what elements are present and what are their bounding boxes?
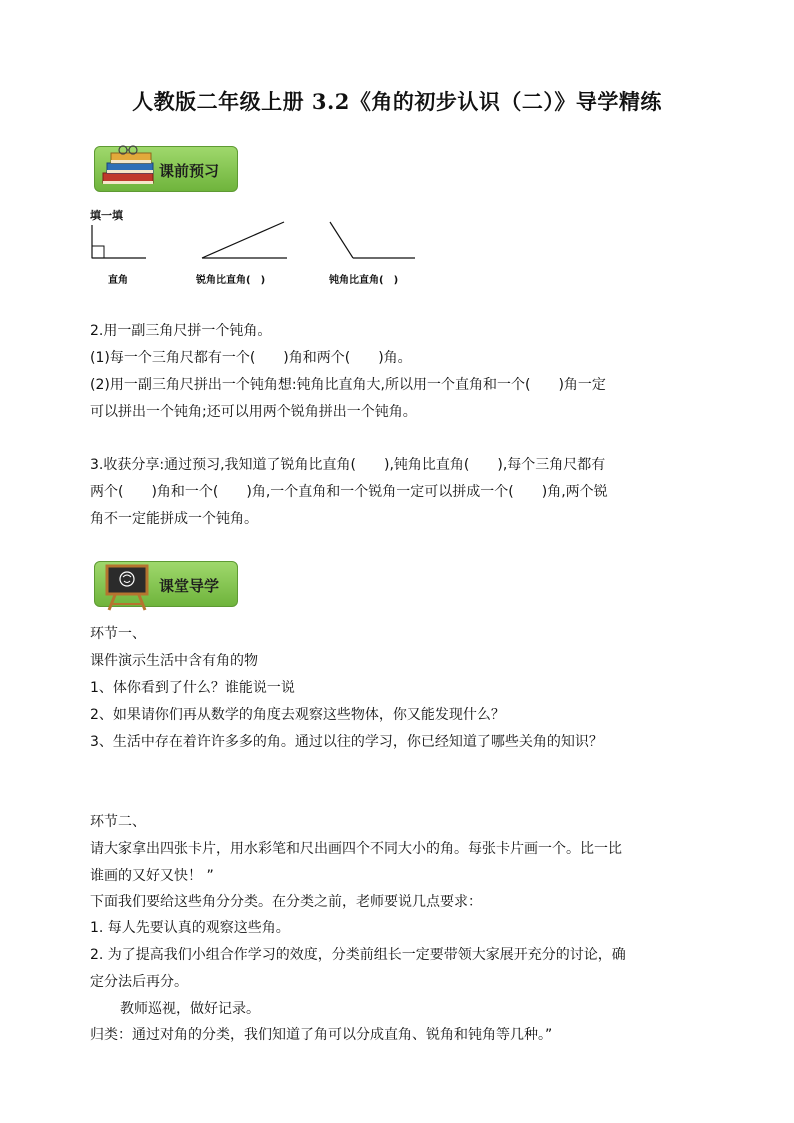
preview-banner-label: 课前预习 xyxy=(159,162,220,180)
q2-part1: (1)每一个三角尺都有一个( )角和两个( )角。 xyxy=(90,350,412,366)
blackboard-icon xyxy=(101,564,159,614)
link2-teacher-note: 教师巡视，做好记录。 xyxy=(120,1001,260,1017)
right-angle-diagram xyxy=(92,225,146,258)
link1-line-2: 1、体你看到了什么？谁能说一说 xyxy=(90,680,295,696)
q2-part2-line2: 可以拼出一个钝角;还可以用两个锐角拼出一个钝角。 xyxy=(90,404,417,420)
link2-requirement-2-line2: 定分法后再分。 xyxy=(90,974,188,990)
link1-title: 环节一、 xyxy=(90,626,146,642)
acute-angle-diagram xyxy=(202,222,287,258)
link2-p1-line2: 谁画的又好又快！ ” xyxy=(90,868,214,884)
page-title: 人教版二年级上册 3.2《角的初步认识（二）》导学精练 xyxy=(132,89,662,114)
q2-part2-line1: (2)用一副三角尺拼出一个钝角想:钝角比直角大,所以用一个直角和一个( )角一定 xyxy=(90,377,606,393)
q3-line1: 3.收获分享:通过预习,我知道了锐角比直角( ),钝角比直角( ),每个三角尺都有 xyxy=(90,457,606,473)
link2-summary: 归类：通过对角的分类，我们知道了角可以分成直角、锐角和钝角等几种。” xyxy=(90,1027,553,1043)
link2-requirement-1: 1. 每人先要认真的观察这些角。 xyxy=(90,920,290,936)
acute-angle-label: 锐角比直角( ) xyxy=(196,275,266,286)
q2-title: 2.用一副三角尺拼一个钝角。 xyxy=(90,323,272,339)
fill-heading: 填一填 xyxy=(90,209,123,222)
link2-requirement-2-line1: 2. 为了提高我们小组合作学习的效度，分类前组长一定要带领大家展开充分的讨论，确 xyxy=(90,947,626,963)
link2-p1-line1: 请大家拿出四张卡片，用水彩笔和尺出画四个不同大小的角。每张卡片画一个。比一比 xyxy=(90,841,622,857)
classroom-banner-label: 课堂导学 xyxy=(159,577,220,595)
link2-title: 环节二、 xyxy=(90,814,146,830)
right-angle-label: 直角 xyxy=(108,275,128,286)
obtuse-angle-label: 钝角比直角( ) xyxy=(329,275,399,286)
classroom-banner xyxy=(94,561,238,607)
obtuse-angle-diagram xyxy=(330,222,415,258)
preview-banner xyxy=(94,146,238,192)
link1-line-3: 2、如果请你们再从数学的角度去观察这些物体，你又能发现什么？ xyxy=(90,707,505,723)
q3-line2: 两个( )角和一个( )角,一个直角和一个锐角一定可以拼成一个( )角,两个锐 xyxy=(90,484,608,500)
q3-line3: 角不一定能拼成一个钝角。 xyxy=(90,511,258,527)
books-icon xyxy=(101,143,159,193)
link1-line-1: 课件演示生活中含有角的物 xyxy=(90,653,258,669)
link1-line-4: 3、生活中存在着许许多多的角。通过以往的学习，你已经知道了哪些关角的知识？ xyxy=(90,734,603,750)
link2-p2: 下面我们要给这些角分分类。在分类之前，老师要说几点要求： xyxy=(90,894,482,910)
